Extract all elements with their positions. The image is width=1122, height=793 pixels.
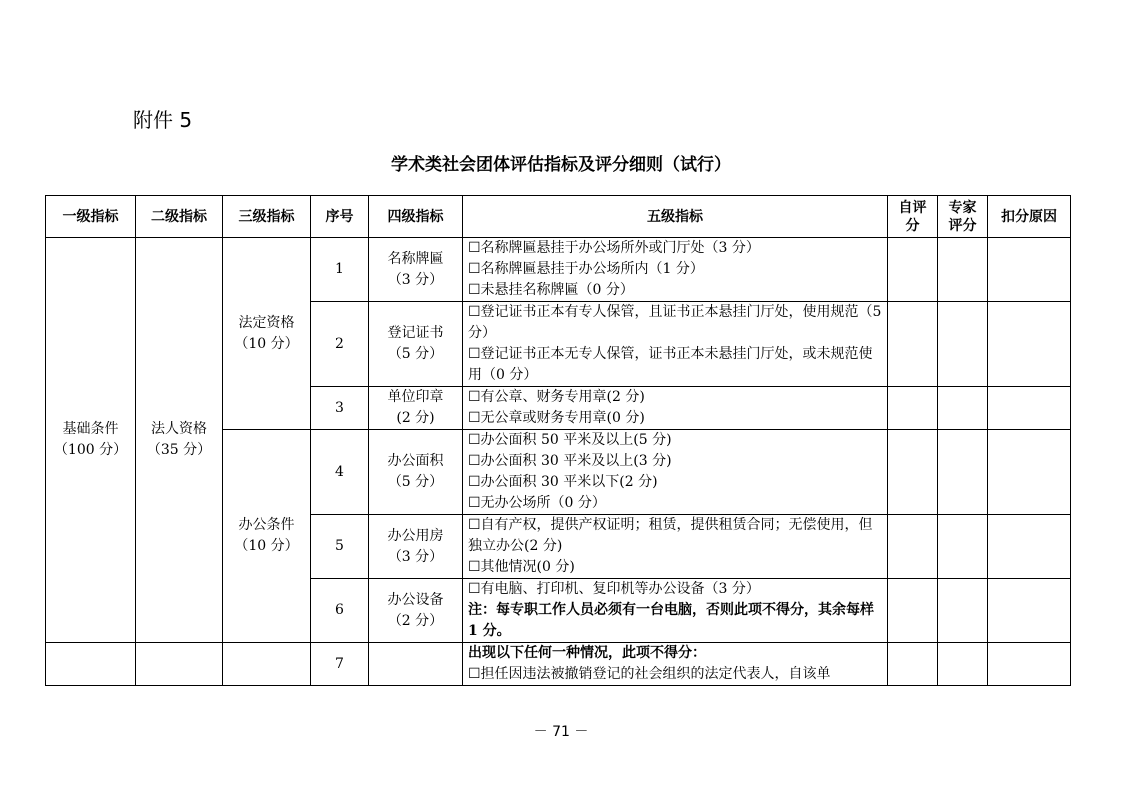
- level1-points: （100 分）: [53, 442, 128, 458]
- checkbox-option: ☐名称牌匾悬挂于办公场所外或门厅处（3 分）: [468, 240, 760, 256]
- level5-cell: [463, 387, 888, 430]
- expert-score-cell[interactable]: [938, 515, 988, 579]
- level3-cell: [223, 238, 311, 430]
- level4-name: 办公设备: [387, 591, 444, 608]
- level4-points: （5 分）: [387, 474, 444, 490]
- header-expert-score: [938, 196, 988, 238]
- level4-name: 办公面积: [387, 453, 444, 469]
- seq-cell: 2: [311, 302, 369, 387]
- level3-points: （10 分）: [234, 538, 299, 554]
- level5-cell: [463, 430, 888, 515]
- header-level3: 三级指标: [223, 196, 311, 238]
- seq-cell: 5: [311, 515, 369, 579]
- level3-points: （10 分）: [234, 335, 299, 352]
- level3-name: 办公条件: [238, 517, 295, 533]
- deduction-reason-cell[interactable]: [988, 302, 1071, 387]
- seq-cell: 3: [311, 387, 369, 430]
- checkbox-option: ☐自有产权，提供产权证明；租赁，提供租赁合同；无偿使用，但独立办公(2 分): [468, 517, 873, 554]
- level4-points: （3 分）: [387, 271, 444, 288]
- level4-cell: [369, 238, 463, 302]
- checkbox-option: ☐担任因违法被撤销登记的社会组织的法定代表人，自该单: [468, 666, 831, 682]
- expert-score-cell[interactable]: [938, 643, 988, 686]
- level4-cell: [369, 387, 463, 430]
- checkbox-option: ☐办公面积 30 平米及以上(3 分): [468, 453, 672, 469]
- deduction-reason-cell[interactable]: [988, 238, 1071, 302]
- header-row: [46, 196, 1071, 238]
- self-score-cell[interactable]: [888, 643, 938, 686]
- header-expert-score-line2: 评分: [948, 217, 977, 234]
- expert-score-cell[interactable]: [938, 579, 988, 643]
- header-level1: 一级指标: [46, 196, 136, 238]
- header-level4: 四级指标: [369, 196, 463, 238]
- level1-cell: [46, 643, 136, 686]
- expert-score-cell[interactable]: [938, 430, 988, 515]
- level5-cell: [463, 515, 888, 579]
- checkbox-option: ☐办公面积 50 平米及以上(5 分): [468, 432, 672, 448]
- deduction-reason-cell[interactable]: [988, 515, 1071, 579]
- self-score-cell[interactable]: [888, 238, 938, 302]
- level2-cell: [136, 643, 223, 686]
- seq-cell: 6: [311, 579, 369, 643]
- checkbox-option: ☐办公面积 30 平米以下(2 分): [468, 474, 658, 490]
- level3-cell: [223, 430, 311, 643]
- level4-cell: [369, 579, 463, 643]
- checkbox-option: ☐无办公场所（0 分）: [468, 495, 606, 511]
- checkbox-option: ☐名称牌匾悬挂于办公场所内（1 分）: [468, 261, 704, 277]
- seq-cell: 1: [311, 238, 369, 302]
- seq-cell: 4: [311, 430, 369, 515]
- seq-cell: 7: [311, 643, 369, 686]
- level4-name: 办公用房: [387, 527, 444, 544]
- self-score-cell[interactable]: [888, 515, 938, 579]
- checkbox-option: ☐有电脑、打印机、复印机等办公设备（3 分）: [468, 581, 760, 597]
- level4-cell: [369, 302, 463, 387]
- level2-points: （35 分）: [146, 442, 212, 458]
- header-self-score: [888, 196, 938, 238]
- expert-score-cell[interactable]: [938, 238, 988, 302]
- checkbox-option: ☐登记证书正本无专人保管，证书正本未悬挂门厅处，或未规范使用（0 分）: [468, 346, 873, 383]
- deduction-reason-cell[interactable]: [988, 430, 1071, 515]
- level5-cell: [463, 643, 888, 686]
- checkbox-option: ☐有公章、财务专用章(2 分): [468, 389, 645, 405]
- table-row: [46, 643, 1071, 686]
- checkbox-option: ☐登记证书正本有专人保管，且证书正本悬挂门厅处，使用规范（5 分）: [468, 304, 882, 341]
- expert-score-cell[interactable]: [938, 387, 988, 430]
- header-seq: 序号: [311, 196, 369, 238]
- deduction-reason-cell[interactable]: [988, 579, 1071, 643]
- level4-cell: [369, 515, 463, 579]
- level3-name: 法定资格: [238, 314, 295, 331]
- checkbox-option: ☐未悬挂名称牌匾（0 分）: [468, 282, 634, 298]
- expert-score-cell[interactable]: [938, 302, 988, 387]
- self-score-cell[interactable]: [888, 579, 938, 643]
- level4-points: （2 分）: [387, 612, 444, 629]
- header-self-score-line1: 自评: [898, 199, 927, 216]
- level4-name: 登记证书: [387, 325, 444, 341]
- level4-name: 单位印章: [387, 389, 444, 405]
- header-level5: 五级指标: [463, 196, 888, 238]
- header-self-score-line2: 分: [905, 217, 920, 234]
- header-level2: 二级指标: [136, 196, 223, 238]
- deduction-reason-cell[interactable]: [988, 387, 1071, 430]
- checkbox-option: ☐无公章或财务专用章(0 分): [468, 410, 645, 426]
- header-deduction-reason: 扣分原因: [988, 196, 1071, 238]
- level4-name: 名称牌匾: [387, 250, 444, 267]
- checkbox-option: ☐其他情况(0 分): [468, 559, 575, 575]
- level5-cell: [463, 579, 888, 643]
- self-score-cell[interactable]: [888, 430, 938, 515]
- level1-cell: [46, 238, 136, 643]
- level4-points: （5 分）: [387, 346, 444, 362]
- attachment-label: 附件 5: [133, 108, 193, 132]
- level4-points: （3 分）: [387, 548, 444, 565]
- level4-cell: [369, 643, 463, 686]
- deduction-reason-cell[interactable]: [988, 643, 1071, 686]
- condition-lead-text: 出现以下任何一种情况，此项不得分：: [468, 645, 706, 661]
- self-score-cell[interactable]: [888, 302, 938, 387]
- level5-cell: [463, 302, 888, 387]
- page-number: － 71 －: [533, 724, 589, 740]
- level2-name: 法人资格: [151, 421, 207, 437]
- evaluation-table: [45, 195, 1071, 686]
- table-row: [46, 238, 1071, 302]
- document-title: 学术类社会团体评估指标及评分细则（试行）: [391, 155, 731, 175]
- level5-cell: [463, 238, 888, 302]
- level4-points: (2 分): [396, 410, 435, 426]
- level2-cell: [136, 238, 223, 643]
- note-text: 注：每专职工作人员必须有一台电脑，否则此项不得分，其余每样 1 分。: [468, 602, 874, 639]
- level3-cell: [223, 643, 311, 686]
- header-expert-score-line1: 专家: [948, 199, 977, 216]
- level4-cell: [369, 430, 463, 515]
- self-score-cell[interactable]: [888, 387, 938, 430]
- level1-name: 基础条件: [62, 421, 119, 437]
